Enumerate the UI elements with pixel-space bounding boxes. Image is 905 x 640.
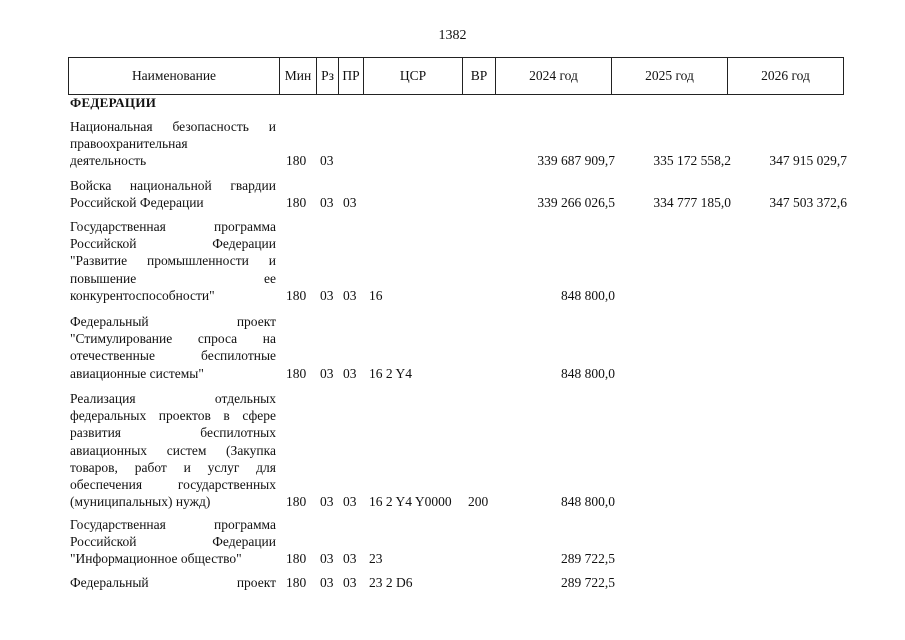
row-name-line: Государственная программа [70, 517, 276, 532]
header-year-2025: 2025 год [612, 58, 728, 95]
row-name-line: Российской Федерации [70, 534, 276, 550]
row-name [70, 574, 276, 591]
row-rz: 03 [320, 365, 334, 381]
row-min: 180 [286, 575, 307, 590]
row-csr: 16 2 Y4 [369, 365, 412, 381]
row-name-line: федеральных проектов в сфере [70, 408, 276, 424]
row-name-line: (муниципальных) нужд) [70, 494, 211, 510]
row-year-2024: 848 800,0 [561, 494, 615, 510]
row-min: 180 [286, 287, 307, 303]
row-csr: 23 2 D6 [369, 575, 413, 590]
row-name-line: "Развитие промышленности и [70, 253, 276, 269]
row-min: 180 [286, 551, 307, 567]
row-year-2025: 335 172 558,2 [653, 153, 731, 169]
row-year-2024: 339 687 909,7 [537, 153, 615, 169]
row-name-line: Государственная программа [70, 219, 276, 234]
row-min: 180 [286, 195, 307, 211]
row-pr: 03 [343, 575, 357, 590]
row-name-line: деятельность [70, 153, 147, 169]
row-name-line: конкурентоспособности" [70, 287, 215, 303]
row-min: 180 [286, 494, 307, 510]
row-name-line: обеспечения государственных [70, 477, 276, 493]
row-name [70, 516, 276, 568]
row-name-line: Войска национальной гвардии [70, 178, 276, 193]
row-min: 180 [286, 153, 307, 169]
row-min: 180 [286, 365, 307, 381]
row-year-2024: 848 800,0 [561, 365, 615, 381]
row-rz: 03 [320, 575, 334, 590]
row-name-line: правоохранительная [70, 136, 188, 152]
row-pr: 03 [343, 287, 357, 303]
header-year-2024: 2024 год [496, 58, 612, 95]
row-vr: 200 [468, 494, 489, 510]
row-year-2024: 289 722,5 [561, 551, 615, 567]
row-name-line: повышение ее [70, 270, 276, 286]
row-name [70, 218, 276, 304]
row-csr: 16 2 Y4 Y0000 [369, 494, 452, 510]
row-name-line: Федеральный проект [70, 314, 276, 329]
row-pr: 03 [343, 365, 357, 381]
row-year-2024: 848 800,0 [561, 287, 615, 303]
row-rz: 03 [320, 287, 334, 303]
row-year-2024: 289 722,5 [561, 575, 615, 590]
row-name-line: Федеральный проект [70, 575, 276, 590]
page-number: 1382 [438, 28, 467, 43]
row-name [70, 177, 276, 211]
section-title: ФЕДЕРАЦИИ [70, 95, 157, 110]
header-min: Мин [280, 58, 317, 95]
header-name: Наименование [69, 58, 280, 95]
row-name-line: Российской Федерации [70, 236, 276, 252]
header-year-2026: 2026 год [728, 58, 844, 95]
table-header [68, 57, 844, 95]
row-name [70, 313, 276, 382]
row-csr: 23 [369, 551, 383, 567]
row-pr: 03 [343, 494, 357, 510]
row-rz: 03 [320, 494, 334, 510]
row-rz: 03 [320, 153, 334, 169]
row-name-line: Российской Федерации [70, 195, 204, 211]
header-vr: ВР [463, 58, 496, 95]
row-name-line: авиационные системы" [70, 365, 204, 381]
row-year-2024: 339 266 026,5 [537, 195, 615, 211]
row-year-2025: 334 777 185,0 [653, 195, 731, 211]
row-name-line: авиационных систем (Закупка [70, 442, 276, 458]
row-name-line: Национальная безопасность и [70, 119, 276, 134]
row-pr: 03 [343, 551, 357, 567]
row-name-line: отечественные беспилотные [70, 348, 276, 364]
row-name-line: товаров, работ и услуг для [70, 459, 276, 475]
row-pr: 03 [343, 195, 357, 211]
row-rz: 03 [320, 551, 334, 567]
row-year-2026: 347 915 029,7 [769, 153, 847, 169]
row-name [70, 390, 276, 510]
header-csr: ЦСР [364, 58, 463, 95]
row-name-line: Реализация отдельных [70, 391, 276, 406]
row-year-2026: 347 503 372,6 [769, 195, 847, 211]
row-csr: 16 [369, 287, 383, 303]
row-name-line: "Информационное общество" [70, 551, 242, 567]
row-rz: 03 [320, 195, 334, 211]
header-pr: ПР [339, 58, 364, 95]
header-rz: Рз [317, 58, 339, 95]
row-name [70, 118, 276, 170]
row-name-line: "Стимулирование спроса на [70, 331, 276, 347]
row-name-line: развития беспилотных [70, 425, 276, 441]
